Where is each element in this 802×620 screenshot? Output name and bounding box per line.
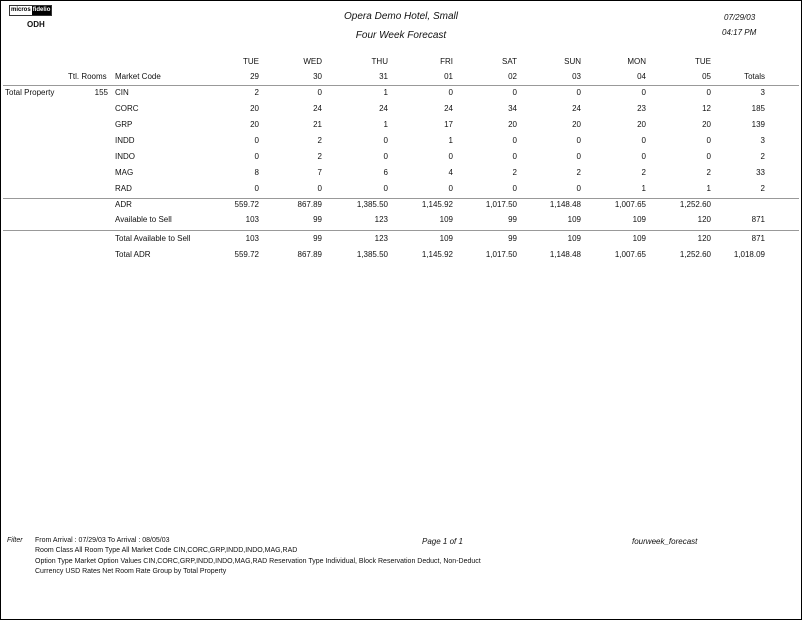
row-label: GRP bbox=[115, 120, 133, 129]
report-time: 04:17 PM bbox=[722, 28, 757, 37]
filter-line: Option Type Market Option Values CIN,CORC,GRP,INDD,INDO,MAG,RAD Reservation Type Individual, Block Reservation Deduct, Non-Deduct bbox=[35, 558, 481, 565]
date-header: 29 bbox=[250, 72, 259, 81]
total-cell: 2 bbox=[760, 152, 765, 161]
value-cell: 0 bbox=[317, 184, 322, 193]
total-cell: 871 bbox=[751, 234, 765, 243]
value-cell: 1,017.50 bbox=[485, 250, 517, 259]
value-cell: 24 bbox=[379, 104, 388, 113]
value-cell: 12 bbox=[702, 104, 711, 113]
value-cell: 99 bbox=[313, 234, 322, 243]
value-cell: 1 bbox=[706, 184, 711, 193]
value-cell: 2 bbox=[317, 136, 322, 145]
value-cell: 8 bbox=[254, 168, 259, 177]
value-cell: 24 bbox=[444, 104, 453, 113]
total-cell: 3 bbox=[760, 88, 765, 97]
total-cell: 3 bbox=[760, 136, 765, 145]
total-cell: 185 bbox=[751, 104, 765, 113]
row-label: RAD bbox=[115, 184, 132, 193]
value-cell: 1 bbox=[448, 136, 453, 145]
date-header: 04 bbox=[637, 72, 646, 81]
table-row bbox=[1, 104, 801, 116]
value-cell: 17 bbox=[444, 120, 453, 129]
totals-header: Totals bbox=[744, 72, 765, 81]
value-cell: 0 bbox=[576, 184, 581, 193]
table-row bbox=[1, 250, 801, 262]
day-header-row bbox=[1, 57, 801, 69]
value-cell: 120 bbox=[697, 234, 711, 243]
ttl-rooms-header: Ttl. Rooms bbox=[68, 72, 107, 81]
value-cell: 99 bbox=[313, 215, 322, 224]
value-cell: 20 bbox=[572, 120, 581, 129]
value-cell: 99 bbox=[508, 234, 517, 243]
row-label: Available to Sell bbox=[115, 215, 172, 224]
page-number: Page 1 of 1 bbox=[422, 537, 463, 546]
value-cell: 2 bbox=[512, 168, 517, 177]
value-cell: 24 bbox=[313, 104, 322, 113]
value-cell: 559.72 bbox=[234, 200, 259, 209]
date-header: 02 bbox=[508, 72, 517, 81]
value-cell: 0 bbox=[641, 152, 646, 161]
value-cell: 2 bbox=[317, 152, 322, 161]
total-cell: 33 bbox=[756, 168, 765, 177]
value-cell: 4 bbox=[448, 168, 453, 177]
value-cell: 0 bbox=[706, 152, 711, 161]
row-label: INDD bbox=[115, 136, 135, 145]
value-cell: 7 bbox=[317, 168, 322, 177]
total-cell: 139 bbox=[751, 120, 765, 129]
table-row bbox=[1, 200, 801, 212]
value-cell: 20 bbox=[250, 120, 259, 129]
value-cell: 123 bbox=[374, 215, 388, 224]
report-name: fourweek_forecast bbox=[632, 537, 698, 546]
divider bbox=[3, 230, 799, 231]
value-cell: 867.89 bbox=[297, 250, 322, 259]
row-label: CORC bbox=[115, 104, 139, 113]
value-cell: 109 bbox=[632, 234, 646, 243]
value-cell: 2 bbox=[641, 168, 646, 177]
day-header: THU bbox=[371, 57, 388, 66]
value-cell: 1 bbox=[383, 120, 388, 129]
value-cell: 103 bbox=[245, 234, 259, 243]
day-header: SUN bbox=[564, 57, 581, 66]
logo-text-micros: micros bbox=[11, 7, 31, 13]
value-cell: 0 bbox=[512, 136, 517, 145]
value-cell: 0 bbox=[317, 88, 322, 97]
total-cell: 871 bbox=[751, 215, 765, 224]
group-total-rooms: 155 bbox=[94, 88, 108, 97]
property-code: ODH bbox=[27, 20, 45, 29]
filter-line: Currency USD Rates Net Room Rate Group by Total Property bbox=[35, 568, 227, 575]
value-cell: 1,385.50 bbox=[356, 200, 388, 209]
table-row bbox=[1, 184, 801, 196]
report-title: Four Week Forecast bbox=[355, 30, 447, 41]
value-cell: 0 bbox=[706, 136, 711, 145]
value-cell: 109 bbox=[567, 215, 581, 224]
value-cell: 0 bbox=[254, 136, 259, 145]
date-header: 01 bbox=[444, 72, 453, 81]
value-cell: 0 bbox=[383, 152, 388, 161]
day-header: TUE bbox=[243, 57, 259, 66]
value-cell: 1,148.48 bbox=[549, 200, 581, 209]
value-cell: 103 bbox=[245, 215, 259, 224]
row-label: Total Available to Sell bbox=[115, 234, 191, 243]
value-cell: 20 bbox=[250, 104, 259, 113]
value-cell: 1,252.60 bbox=[679, 200, 711, 209]
value-cell: 0 bbox=[576, 152, 581, 161]
total-cell: 2 bbox=[760, 184, 765, 193]
value-cell: 109 bbox=[567, 234, 581, 243]
value-cell: 2 bbox=[576, 168, 581, 177]
value-cell: 1,252.60 bbox=[679, 250, 711, 259]
value-cell: 0 bbox=[512, 184, 517, 193]
value-cell: 0 bbox=[641, 136, 646, 145]
value-cell: 99 bbox=[508, 215, 517, 224]
day-header: TUE bbox=[695, 57, 711, 66]
value-cell: 20 bbox=[508, 120, 517, 129]
day-header: FRI bbox=[440, 57, 453, 66]
value-cell: 109 bbox=[632, 215, 646, 224]
value-cell: 0 bbox=[512, 88, 517, 97]
value-cell: 23 bbox=[637, 104, 646, 113]
hotel-name: Opera Demo Hotel, Small bbox=[344, 11, 458, 22]
table-row bbox=[1, 88, 801, 100]
day-header: MON bbox=[627, 57, 646, 66]
value-cell: 867.89 bbox=[297, 200, 322, 209]
value-cell: 109 bbox=[439, 215, 453, 224]
date-header: 03 bbox=[572, 72, 581, 81]
value-cell: 2 bbox=[706, 168, 711, 177]
divider bbox=[3, 85, 799, 86]
filter-line: Room Class All Room Type All Market Code CIN,CORC,GRP,INDD,INDO,MAG,RAD bbox=[35, 547, 298, 554]
value-cell: 0 bbox=[641, 88, 646, 97]
value-cell: 1,145.92 bbox=[421, 250, 453, 259]
value-cell: 0 bbox=[576, 136, 581, 145]
day-header: WED bbox=[303, 57, 322, 66]
value-cell: 34 bbox=[508, 104, 517, 113]
value-cell: 0 bbox=[383, 136, 388, 145]
value-cell: 120 bbox=[697, 215, 711, 224]
value-cell: 20 bbox=[637, 120, 646, 129]
value-cell: 0 bbox=[448, 184, 453, 193]
group-label: Total Property bbox=[5, 88, 55, 97]
table-row bbox=[1, 168, 801, 180]
row-label: ADR bbox=[115, 200, 132, 209]
value-cell: 0 bbox=[383, 184, 388, 193]
date-header: 31 bbox=[379, 72, 388, 81]
value-cell: 0 bbox=[576, 88, 581, 97]
value-cell: 1 bbox=[383, 88, 388, 97]
value-cell: 123 bbox=[374, 234, 388, 243]
value-cell: 559.72 bbox=[234, 250, 259, 259]
table-row bbox=[1, 215, 801, 227]
table-row bbox=[1, 152, 801, 164]
date-header: 05 bbox=[702, 72, 711, 81]
row-label: Total ADR bbox=[115, 250, 151, 259]
logo-text-fidelio: fidelio bbox=[32, 7, 51, 13]
value-cell: 1,017.50 bbox=[485, 200, 517, 209]
filter-line: From Arrival : 07/29/03 To Arrival : 08/05/03 bbox=[35, 537, 170, 544]
value-cell: 1,385.50 bbox=[356, 250, 388, 259]
report-date: 07/29/03 bbox=[724, 13, 756, 22]
value-cell: 20 bbox=[702, 120, 711, 129]
value-cell: 1 bbox=[641, 184, 646, 193]
date-header-row bbox=[1, 72, 801, 84]
table-row bbox=[1, 120, 801, 132]
value-cell: 1,007.65 bbox=[614, 250, 646, 259]
value-cell: 1,148.48 bbox=[549, 250, 581, 259]
divider bbox=[3, 198, 799, 199]
value-cell: 0 bbox=[254, 184, 259, 193]
value-cell: 0 bbox=[706, 88, 711, 97]
table-row bbox=[1, 136, 801, 148]
row-label: MAG bbox=[115, 168, 134, 177]
value-cell: 0 bbox=[254, 152, 259, 161]
value-cell: 6 bbox=[383, 168, 388, 177]
value-cell: 24 bbox=[572, 104, 581, 113]
market-code-header: Market Code bbox=[115, 72, 161, 81]
table-row bbox=[1, 234, 801, 246]
filter-label: Filter bbox=[7, 537, 23, 544]
value-cell: 109 bbox=[439, 234, 453, 243]
total-cell: 1,018.09 bbox=[733, 250, 765, 259]
value-cell: 21 bbox=[313, 120, 322, 129]
date-header: 30 bbox=[313, 72, 322, 81]
value-cell: 1,007.65 bbox=[614, 200, 646, 209]
value-cell: 0 bbox=[448, 152, 453, 161]
value-cell: 1,145.92 bbox=[421, 200, 453, 209]
value-cell: 2 bbox=[254, 88, 259, 97]
value-cell: 0 bbox=[512, 152, 517, 161]
value-cell: 0 bbox=[448, 88, 453, 97]
day-header: SAT bbox=[502, 57, 517, 66]
row-label: INDO bbox=[115, 152, 135, 161]
row-label: CIN bbox=[115, 88, 129, 97]
